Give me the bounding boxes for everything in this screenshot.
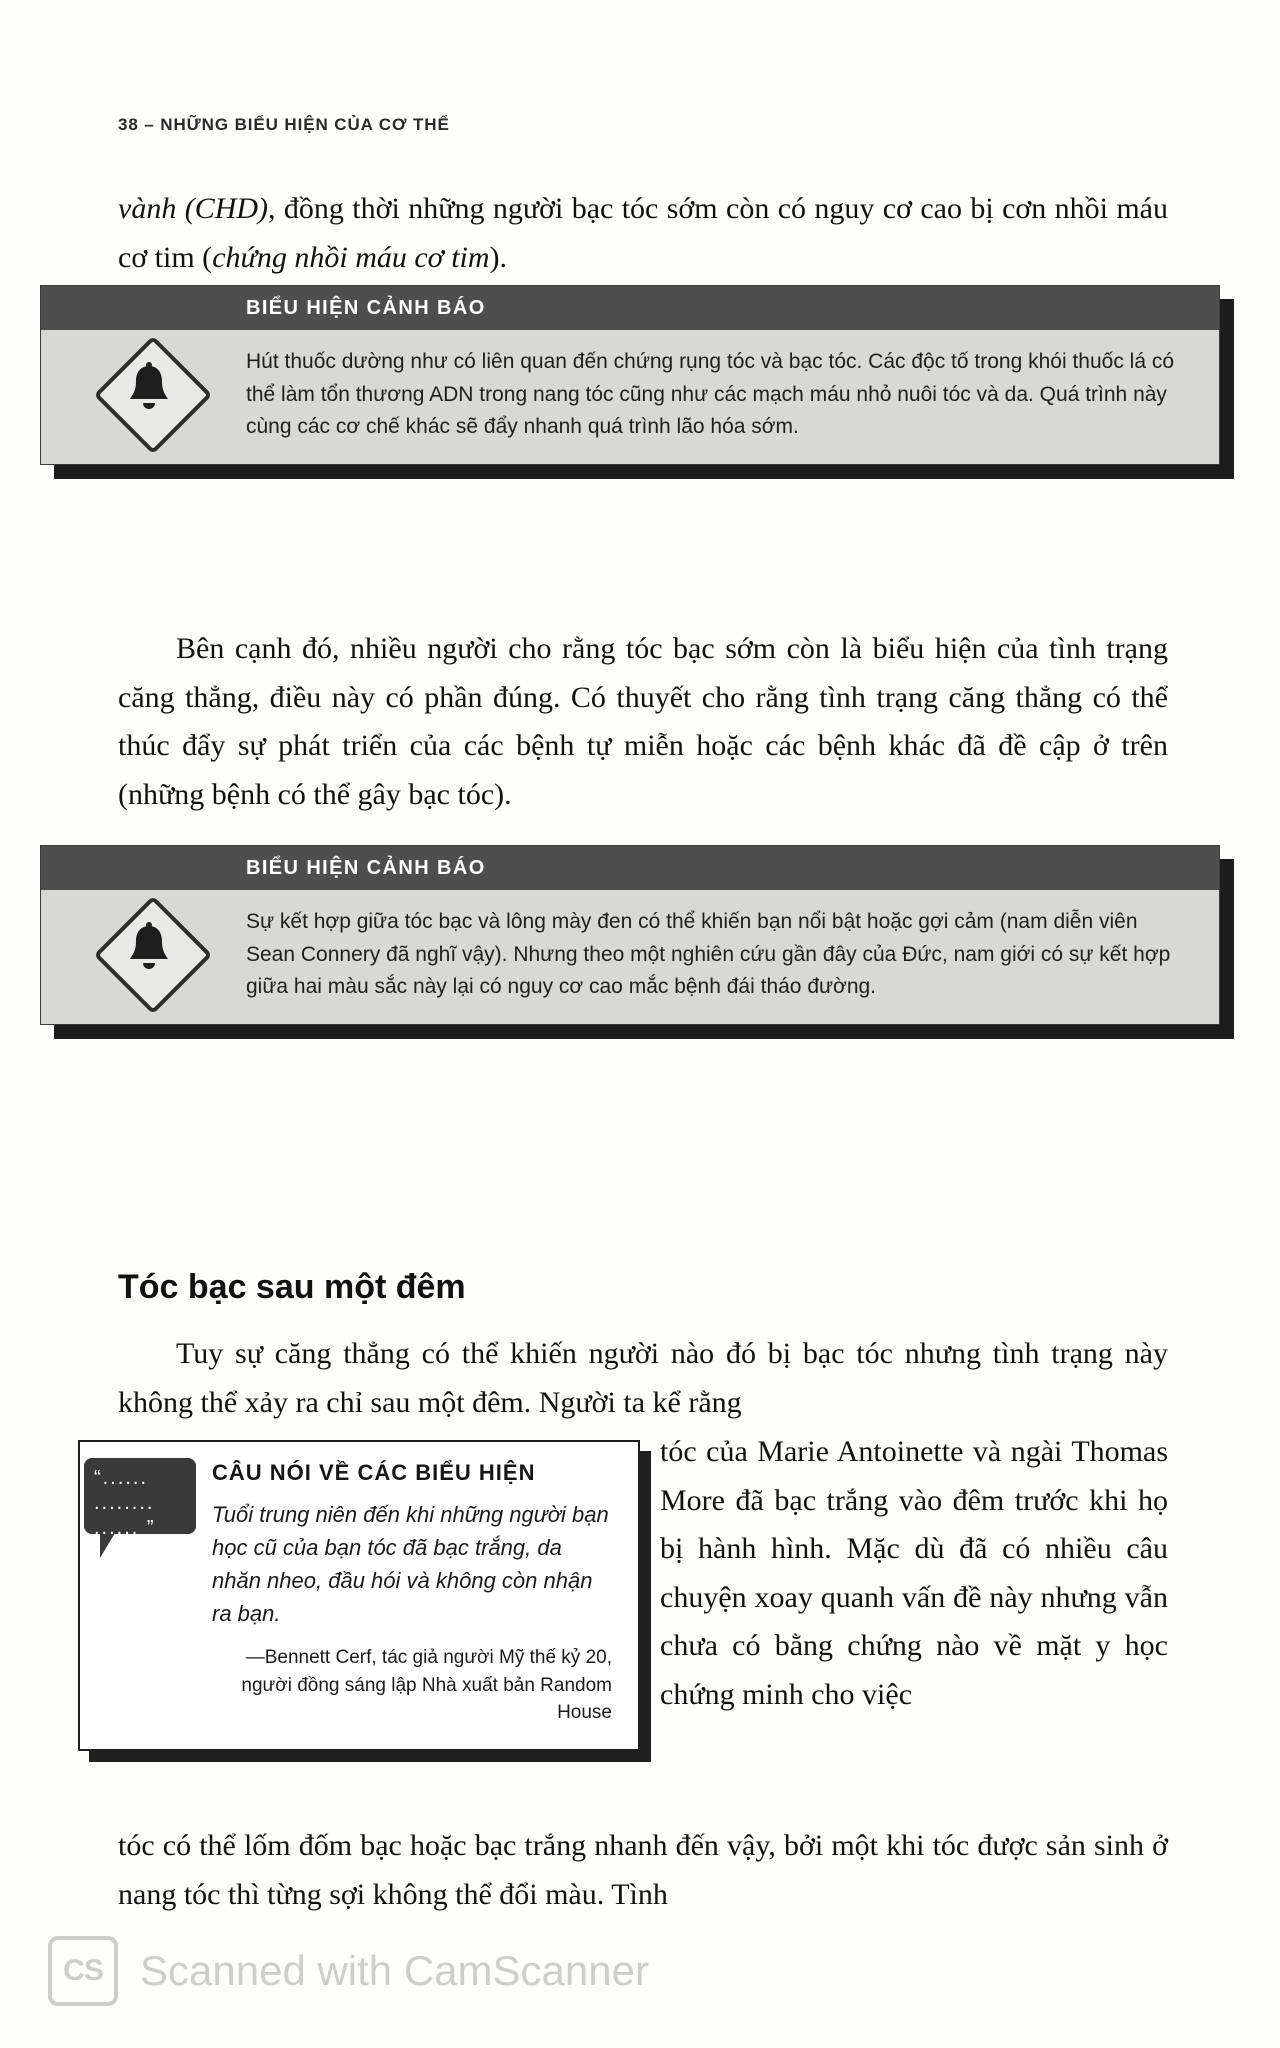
paragraph-closing: tóc có thể lốm đốm bạc hoặc bạc trắng nhanh đến vậy, bởi một khi tóc được sản sinh ở nang tóc thì từng sợi không thể đổi màu. Tình	[118, 1829, 1168, 1911]
quote-box-attribution: —Bennett Cerf, tác giả người Mỹ thế kỷ 20, người đồng sáng lập Nhà xuất bản Random House	[241, 1647, 612, 1724]
camscanner-watermark	[48, 1936, 649, 2006]
paragraph-italic-term-2: chứng nhồi máu cơ tim	[212, 240, 490, 274]
paragraph-overnight: Tuy sự căng thẳng có thể khiến người nào đó bị bạc tóc nhưng tình trạng này không thể xảy ra chỉ sau một đêm. Người ta kể rằng	[118, 1337, 1168, 1419]
quote-box-title: CÂU NÓI VỀ CÁC BIỂU HIỆN	[212, 1460, 536, 1485]
warning-box-title: BIỂU HIỆN CẢNH BÁO	[246, 857, 486, 879]
speech-bubble-icon	[84, 1458, 202, 1562]
quote-box	[78, 1440, 640, 1751]
warning-bell-icon	[95, 337, 203, 445]
running-head: 38 – NHỮNG BIỂU HIỆN CỦA CƠ THỂ	[118, 115, 450, 134]
camscanner-label: Scanned with CamScanner	[140, 1947, 649, 1994]
warning-box-text: Hút thuốc dường như có liên quan đến chứng rụng tóc và bạc tóc. Các độc tố trong khói thuốc lá có thể làm tổn thương ADN trong nang tóc cũng như các mạch máu nhỏ nuôi tóc và da. Quá trình này cùng các cơ chế khác sẽ đẩy nhanh quá trình lão hóa sớm.	[246, 350, 1175, 439]
warning-box-header	[41, 846, 1219, 890]
warning-box-1	[40, 285, 1220, 465]
warning-bell-icon	[95, 897, 203, 1005]
paragraph-italic-term: vành (CHD)	[118, 192, 269, 225]
warning-box-2	[40, 845, 1220, 1025]
warning-box-inner	[40, 285, 1220, 465]
bell-glyph	[123, 362, 175, 418]
warning-box-header	[41, 286, 1219, 330]
paragraph-overnight-wrap: tóc của Marie Antoinette và ngài Thomas More đã bạc trắng vào đêm trước khi họ bị hành hình. Mặc dù đã có nhiều câu chuyện xoay quanh vấn đề này nhưng vẫn chưa có bằng chứng nào về mặt y học chứng minh cho việc	[660, 1435, 1168, 1711]
warning-box-title: BIỂU HIỆN CẢNH BÁO	[246, 297, 486, 319]
paragraph-continuation	[118, 185, 1168, 282]
warning-box-inner	[40, 845, 1220, 1025]
speech-bubble-dots: “...... ........ ...... ”	[94, 1467, 156, 1539]
camscanner-badge-icon: CS	[48, 1936, 118, 2006]
section-heading: Tóc bạc sau một đêm	[118, 1268, 466, 1307]
bell-glyph	[123, 922, 175, 978]
paragraph-text-end: ).	[489, 240, 508, 274]
paragraph-stress: Bên cạnh đó, nhiều người cho rằng tóc bạc sớm còn là biểu hiện của tình trạng căng thẳng, điều này có phần đúng. Có thuyết cho rằng tình trạng căng thẳng có thể thúc đẩy sự phát triển của các bệnh tự miễn hoặc các bệnh khác đã đề cập ở trên (những bệnh có thể gây bạc tóc).	[118, 632, 1168, 811]
quote-box-text: Tuổi trung niên đến khi những người bạn học cũ của bạn tóc đã bạc trắng, da nhăn nheo, đầu hói và không còn nhận ra bạn.	[212, 1502, 609, 1626]
warning-box-text: Sự kết hợp giữa tóc bạc và lông mày đen có thể khiến bạn nổi bật hoặc gợi cảm (nam diễn viên Sean Connery đã nghĩ vậy). Nhưng theo một nghiên cứu gần đây của Đức, nam giới có sự kết hợp giữa hai màu sắc này lại có nguy cơ cao mắc bệnh đái tháo đường.	[246, 910, 1171, 999]
paragraph-text: , đồng thời những người bạc tóc sớm còn có nguy cơ cao bị cơn nhồi máu cơ tim (	[118, 192, 1168, 274]
